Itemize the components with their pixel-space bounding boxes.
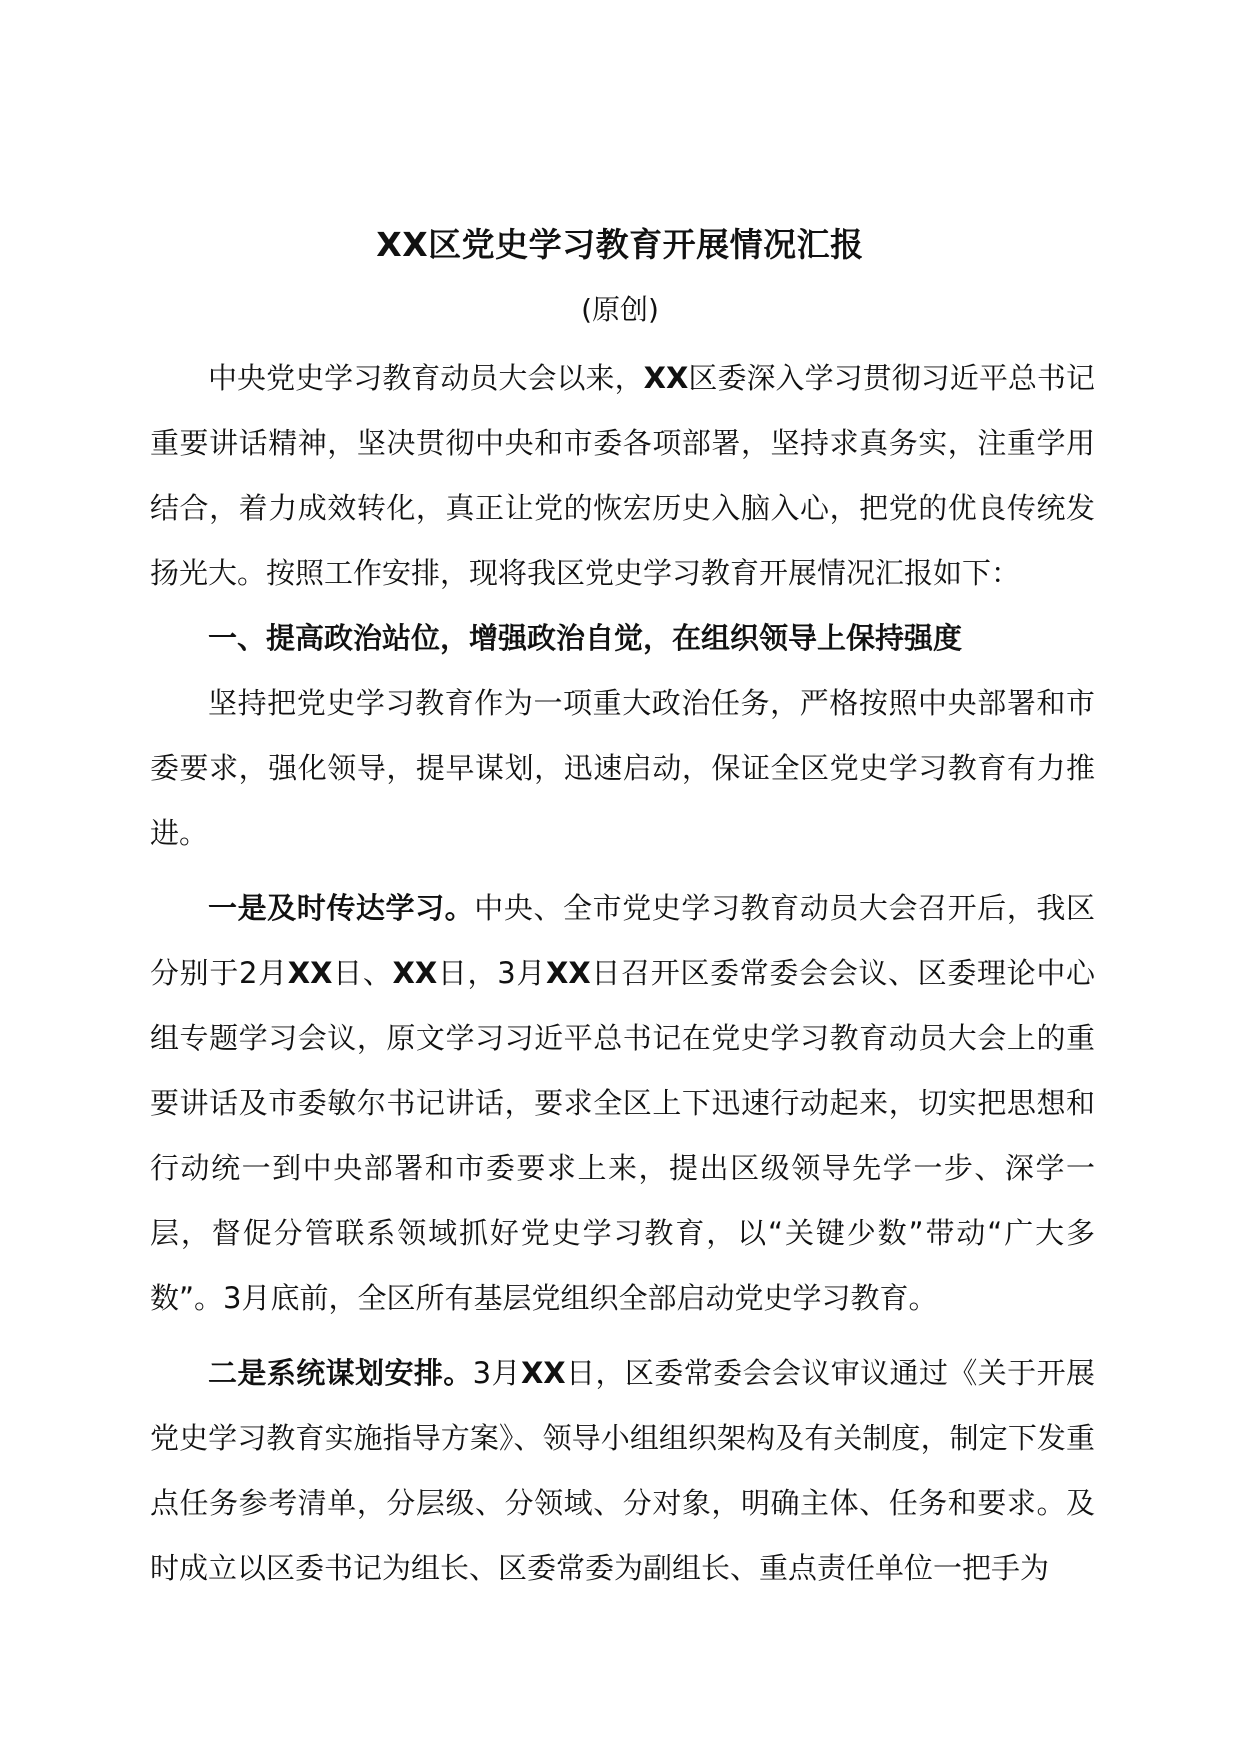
text-segment-bold: 一是及时传达学习。	[208, 891, 475, 925]
text-segment: 3月	[472, 1356, 521, 1390]
text-segment: 日召开区委常委会会议、区委理论中心组专题学习会议，原文学习习近平总书记在党史学习教育动员大会上的重要讲话及市委敏尔书记讲话，要求全区上下迅速行动起来，切实把思想和行动统一到中央部署和市委要求上来，提出区级领导先学一步、深学一层，督促分管联系领域抓好党史学习教育，以“关键少数”带动“广大多数”。3月底前，全区所有基层党组织全部启动党史学习教育。	[150, 956, 1095, 1315]
text-segment: 日、	[332, 956, 393, 990]
document-title: XX区党史学习教育开展情况汇报	[376, 225, 864, 264]
document-subtitle: (原创)	[581, 293, 659, 326]
text-segment-bold: XX	[546, 956, 591, 990]
text-segment-bold: 一、提高政治站位，增强政治自觉，在组织领导上保持强度	[208, 621, 963, 655]
text-segment: 坚持把党史学习教育作为一项重大政治任务，严格按照中央部署和市委要求，强化领导，提早谋划，迅速启动，保证全区党史学习教育有力推进。	[150, 686, 1095, 850]
text-segment-bold: XX	[520, 1356, 566, 1390]
paragraph-intro	[150, 346, 1095, 606]
text-segment-bold: XX	[643, 361, 689, 395]
text-segment: 区委深入学习贯彻习近平总书记重要讲话精神，坚决贯彻中央和市委各项部署，坚持求真务实，注重学用结合，着力成效转化，真正让党的恢宏历史入脑入心，把党的优良传统发扬光大。按照工作安排，现将我区党史学习教育开展情况汇报如下：	[150, 361, 1095, 590]
text-segment: 中央党史学习教育动员大会以来，	[208, 361, 644, 395]
text-segment-bold: XX	[392, 956, 438, 990]
text-segment-bold: XX	[287, 956, 333, 990]
paragraph-section-1-intro	[150, 671, 1095, 866]
text-segment-bold: 二是系统谋划安排。	[208, 1356, 473, 1390]
document-body	[150, 346, 1095, 1601]
text-segment: 日，区委常委会会议审议通过《关于开展党史学习教育实施指导方案》、领导小组组织架构及有关制度，制定下发重点任务参考清单，分层级、分领域、分对象，明确主体、任务和要求。及时成立以区委书记为组长、区委常委为副组长、重点责任单位一把手为	[150, 1356, 1095, 1585]
paragraph-item-2	[150, 1341, 1095, 1601]
text-segment: 中央、全市党史学习教育动员大会召开后，我区分别于2月	[150, 891, 1095, 990]
section-heading-1	[150, 606, 1095, 671]
text-segment: 日，3月	[437, 956, 546, 990]
paragraph-item-1	[150, 876, 1095, 1331]
